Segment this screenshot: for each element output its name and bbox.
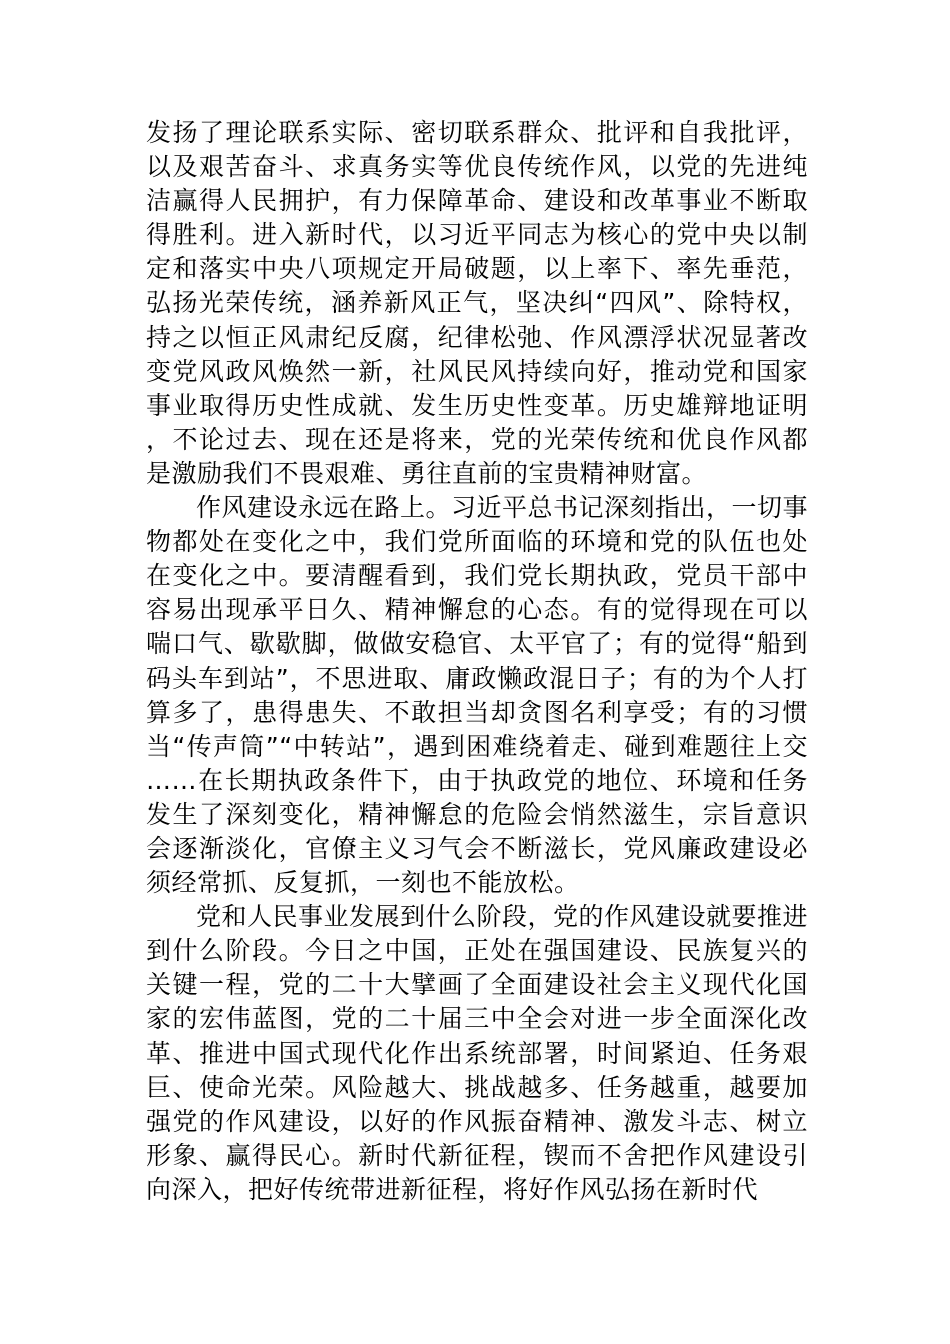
paragraph-3: 党和人民事业发展到什么阶段，党的作风建设就要推进到什么阶段。今日之中国，正处在强国建设、民族复兴的关键一程，党的二十大擘画了全面建设社会主义现代化国家的宏伟蓝图，党的二十届三中全会对进一步全面深化改革、推进中国式现代化作出系统部署，时间紧迫、任务艰巨、使命光荣。风险越大、挑战越多、任务越重，越要加强党的作风建设，以好的作风振奋精神、激发斗志、树立形象、赢得民心。新时代新征程，锲而不舍把作风建设引向深入，把好传统带进新征程，将好作风弘扬在新时代	[146, 902, 809, 1204]
body-text	[146, 116, 808, 1207]
paragraph-2: 作风建设永远在路上。习近平总书记深刻指出，一切事物都处在变化之中，我们党所面临的环境和党的队伍也处在变化之中。要清醒看到，我们党长期执政，党员干部中容易出现承平日久、精神懈怠的心态。有的觉得现在可以喘口气、歇歇脚，做做安稳官、太平官了；有的觉得“船到码头车到站”，不思进取、庸政懒政混日子；有的为个人打算多了，患得患失、不敢担当却贪图名利享受；有的习惯当“传声筒”“中转站”，遇到困难绕着走、碰到难题往上交……在长期执政条件下，由于执政党的地位、环境和任务发生了深刻变化，精神懈怠的危险会悄然滋生，宗旨意识会逐渐淡化，官僚主义习气会不断滋长，党风廉政建设必须经常抓、反复抓，一刻也不能放松。	[146, 493, 809, 898]
paragraph-1: 发扬了理论联系实际、密切联系群众、批评和自我批评，以及艰苦奋斗、求真务实等优良传统作风，以党的先进纯洁赢得人民拥护，有力保障革命、建设和改革事业不断取得胜利。进入新时代，以习近平同志为核心的党中央以制定和落实中央八项规定开局破题，以上率下、率先垂范，弘扬光荣传统，涵养新风正气，坚决纠“四风”、除特权，持之以恒正风肃纪反腐，纪律松弛、作风漂浮状况显著改变党风政风焕然一新，社风民风持续向好，推动党和国家事业取得历史性成就、发生历史性变革。历史雄辩地证明，不论过去、现在还是将来，党的光荣传统和优良作风都是激励我们不畏艰难、勇往直前的宝贵精神财富。	[146, 118, 808, 488]
